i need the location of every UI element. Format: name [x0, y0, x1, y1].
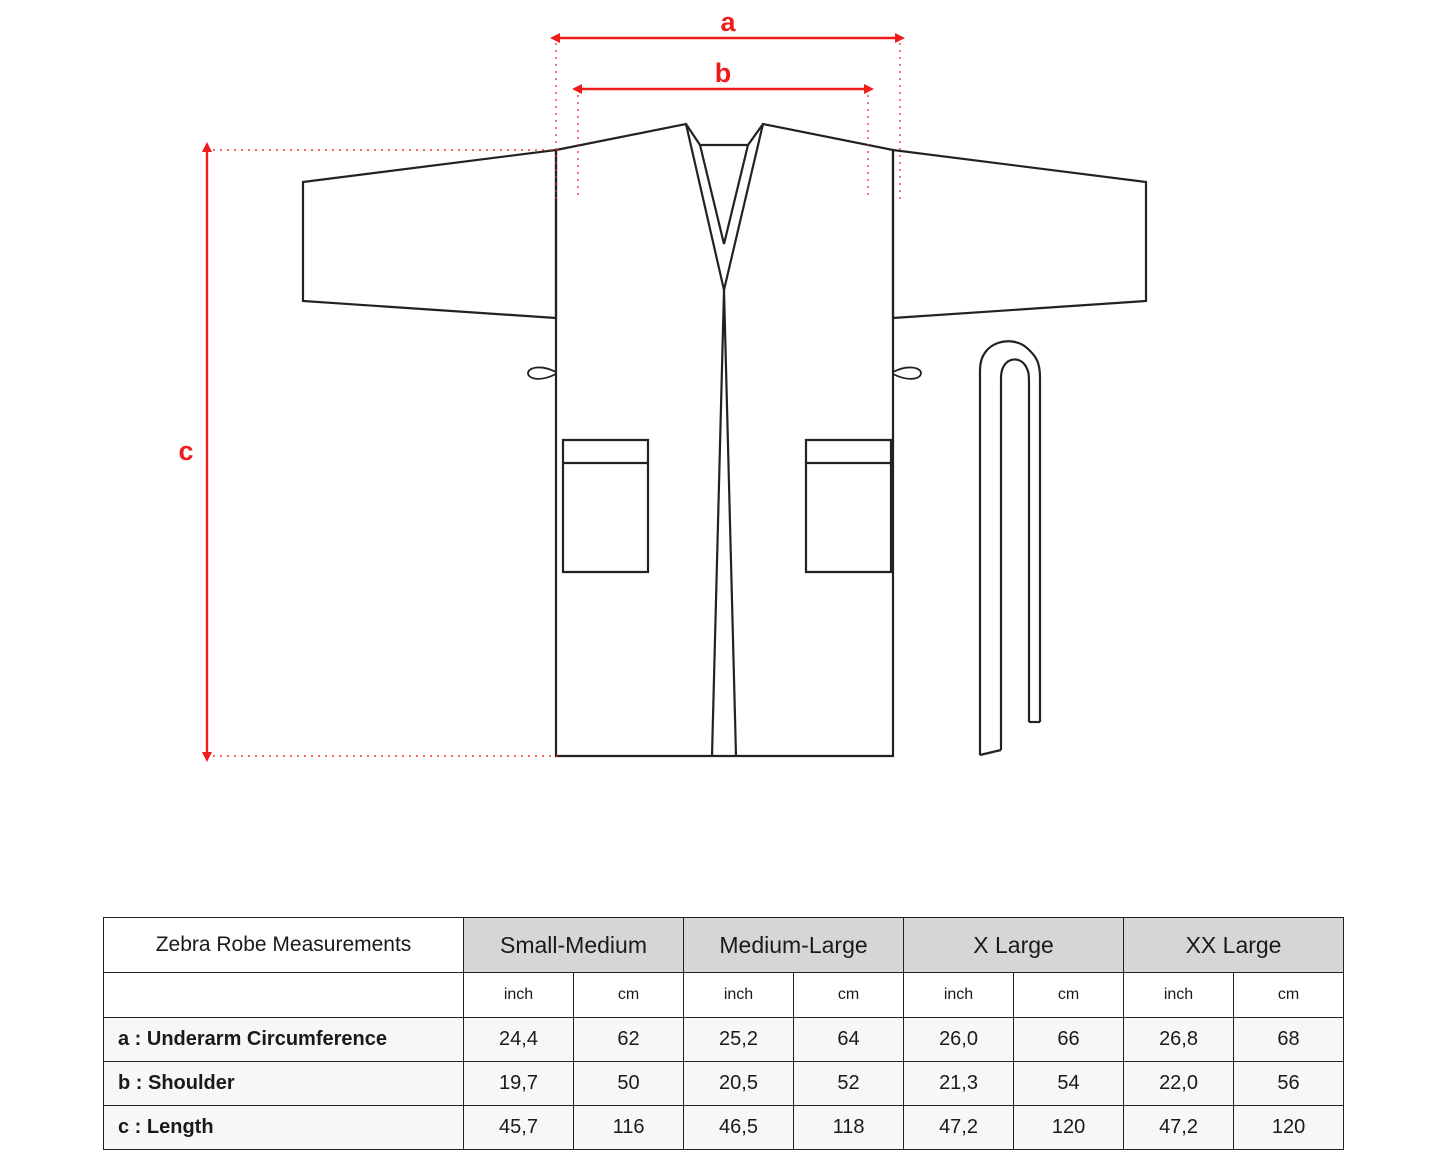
- row-label-b: b : Shoulder: [104, 1062, 464, 1106]
- cell-c-7: 120: [1234, 1106, 1344, 1150]
- table-header-row: [104, 918, 1344, 973]
- measurements-table-wrapper: [103, 917, 1343, 1150]
- cell-b-0: 19,7: [464, 1062, 574, 1106]
- unit-cell-7: cm: [1234, 973, 1344, 1018]
- table-title: Zebra Robe Measurements: [104, 918, 464, 973]
- dimension-label-c: c: [178, 436, 194, 466]
- cell-a-0: 24,4: [464, 1018, 574, 1062]
- cell-c-5: 120: [1014, 1106, 1124, 1150]
- table-row: [104, 1106, 1344, 1150]
- cell-c-6: 47,2: [1124, 1106, 1234, 1150]
- row-label-a: a : Underarm Circumference: [104, 1018, 464, 1062]
- unit-cell-3: cm: [794, 973, 904, 1018]
- cell-a-6: 26,8: [1124, 1018, 1234, 1062]
- cell-a-5: 66: [1014, 1018, 1124, 1062]
- cell-a-2: 25,2: [684, 1018, 794, 1062]
- right-pocket: [806, 440, 891, 572]
- collar-inner: [686, 124, 763, 244]
- lapel-left-edge: [712, 290, 724, 756]
- unit-cell-6: inch: [1124, 973, 1234, 1018]
- cell-b-1: 50: [574, 1062, 684, 1106]
- unit-cell-2: inch: [684, 973, 794, 1018]
- size-header-1: Medium-Large: [684, 918, 904, 973]
- size-header-3: XX Large: [1124, 918, 1344, 973]
- cell-a-3: 64: [794, 1018, 904, 1062]
- left-sleeve: [303, 150, 556, 318]
- table-row: [104, 1018, 1344, 1062]
- cell-a-7: 68: [1234, 1018, 1344, 1062]
- unit-cell-4: inch: [904, 973, 1014, 1018]
- cell-b-6: 22,0: [1124, 1062, 1234, 1106]
- cell-b-7: 56: [1234, 1062, 1344, 1106]
- table-unit-row: [104, 973, 1344, 1018]
- right-belt-loop: [893, 367, 921, 378]
- cell-b-3: 52: [794, 1062, 904, 1106]
- size-header-0: Small-Medium: [464, 918, 684, 973]
- cell-c-1: 116: [574, 1106, 684, 1150]
- unit-cell-5: cm: [1014, 973, 1124, 1018]
- lapel-right-edge: [724, 290, 736, 756]
- left-pocket: [563, 440, 648, 572]
- cell-a-4: 26,0: [904, 1018, 1014, 1062]
- unit-row-blank: [104, 973, 464, 1018]
- cell-a-1: 62: [574, 1018, 684, 1062]
- unit-cell-0: inch: [464, 973, 574, 1018]
- left-belt-loop: [528, 367, 556, 378]
- belt-inner: [1001, 359, 1029, 750]
- dimension-label-a: a: [720, 7, 736, 37]
- cell-b-2: 20,5: [684, 1062, 794, 1106]
- cell-c-3: 118: [794, 1106, 904, 1150]
- dimension-label-b: b: [714, 58, 732, 88]
- size-header-2: X Large: [904, 918, 1124, 973]
- belt-outer: [980, 341, 1040, 755]
- measurements-table: [103, 917, 1344, 1150]
- cell-b-5: 54: [1014, 1062, 1124, 1106]
- cell-b-4: 21,3: [904, 1062, 1014, 1106]
- unit-cell-1: cm: [574, 973, 684, 1018]
- collar-right-outer: [724, 124, 893, 290]
- table-row: [104, 1062, 1344, 1106]
- collar-left-outer: [556, 124, 724, 290]
- right-sleeve: [893, 150, 1146, 318]
- cell-c-4: 47,2: [904, 1106, 1014, 1150]
- cell-c-2: 46,5: [684, 1106, 794, 1150]
- cell-c-0: 45,7: [464, 1106, 574, 1150]
- belt-end-left: [980, 750, 1001, 755]
- row-label-c: c : Length: [104, 1106, 464, 1150]
